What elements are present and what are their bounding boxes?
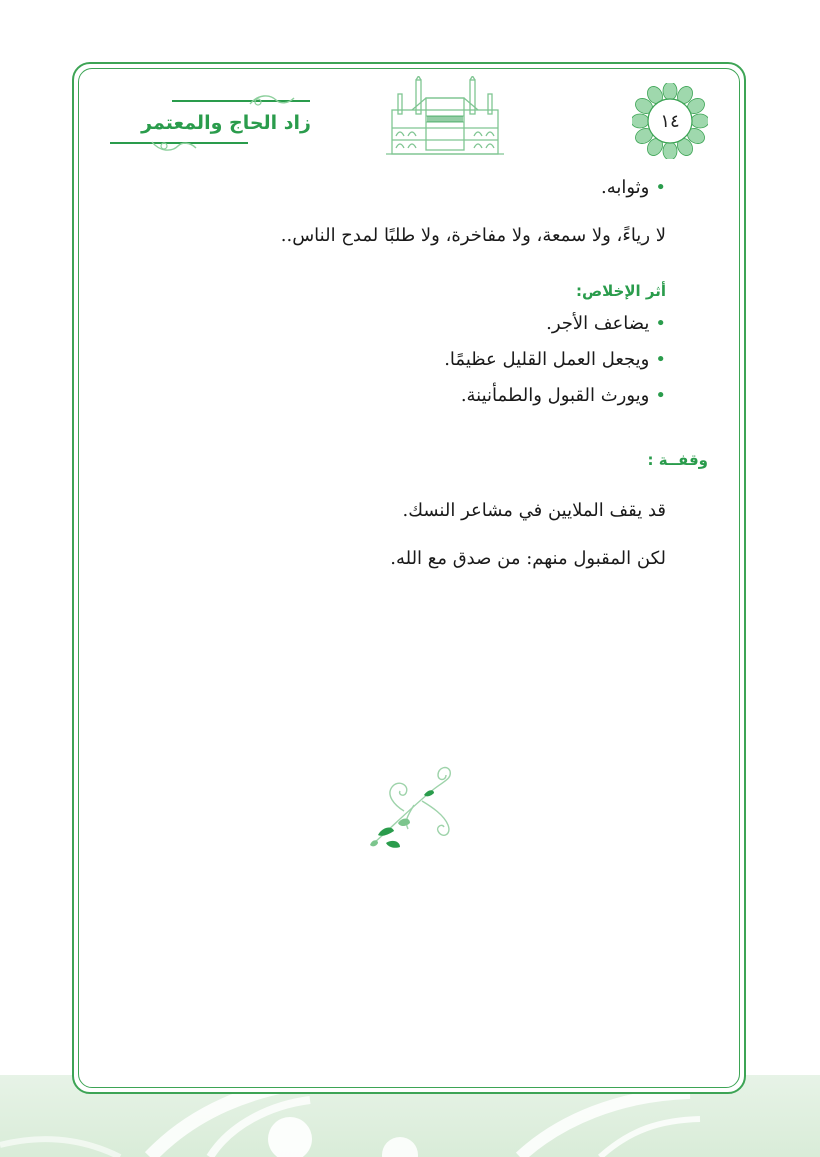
section-heading: وقفــة : [647,451,708,469]
bullet-icon: • [655,385,666,406]
swirl-ornament-icon [248,92,298,108]
book-title: زاد الحاج والمعتمر [141,112,311,134]
bullet-icon: • [655,177,666,198]
bullet-icon: • [655,349,666,370]
section-heading-wrap [108,448,708,472]
section-heading: أثر الإخلاص: [575,282,666,300]
paragraph: لكن المقبول منهم: من صدق مع الله. [390,548,666,569]
list-item [106,309,666,339]
list-item-text: ويجعل العمل القليل عظيمًا. [444,349,650,370]
paragraph: لا رياءً، ولا سمعة، ولا مفاخرة، ولا طلبًا لمدح الناس.. [280,225,666,246]
list-item-text: ويورث القبول والطمأنينة. [460,385,650,406]
paragraph: قد يقف الملايين في مشاعر النسك. [402,500,666,521]
list-item [106,345,666,375]
kaaba-icon [386,76,504,156]
bullet-icon: • [655,313,666,334]
swirl-ornament-icon [150,138,200,154]
section-body [106,496,666,574]
list-item [106,381,666,411]
list-item-text: وثوابه. [600,177,650,198]
floral-flourish-icon [364,765,456,849]
page-number: ١٤ [660,110,680,132]
list-item-text: يضاعف الأجر. [546,313,650,334]
page-body [106,170,666,411]
list-item [106,173,666,203]
